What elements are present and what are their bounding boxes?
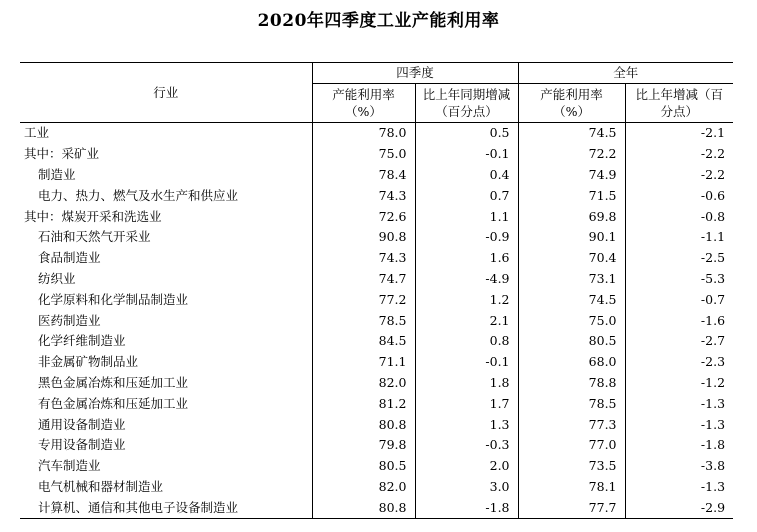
industry-cell: 其中：采矿业 [24, 146, 100, 162]
year-change-cell: -1.3 [625, 393, 733, 414]
q4-rate-cell: 80.5 [312, 456, 415, 477]
page-title: 2020年四季度工业产能利用率 [257, 11, 500, 31]
q4-change-cell: 1.2 [415, 289, 518, 310]
industry-cell: 通用设备制造业 [38, 416, 126, 432]
table-row [20, 248, 733, 269]
year-change-cell: -5.3 [625, 269, 733, 290]
year-rate-cell: 90.1 [518, 227, 625, 248]
header-industry: 行业 [20, 63, 312, 123]
year-change-cell: -1.8 [625, 435, 733, 456]
table-row [20, 373, 733, 394]
table-row [20, 414, 733, 435]
year-change-cell: -3.8 [625, 456, 733, 477]
q4-change-cell: 1.7 [415, 393, 518, 414]
year-rate-cell: 68.0 [518, 352, 625, 373]
table-row [20, 393, 733, 414]
table-row [20, 123, 733, 144]
header-q4-change-text: 比上年同期增减 （百分点） [422, 87, 511, 119]
q4-rate-cell: 75.0 [312, 144, 415, 165]
q4-change-cell: 1.1 [415, 206, 518, 227]
q4-rate-cell: 74.7 [312, 269, 415, 290]
q4-change-cell: -0.1 [415, 352, 518, 373]
year-change-cell: -2.5 [625, 248, 733, 269]
q4-rate-cell: 80.8 [312, 497, 415, 518]
q4-change-cell: 1.3 [415, 414, 518, 435]
year-change-cell: -2.2 [625, 165, 733, 186]
year-rate-cell: 69.8 [518, 206, 625, 227]
year-rate-cell: 70.4 [518, 248, 625, 269]
q4-rate-cell: 82.0 [312, 477, 415, 498]
year-rate-cell: 72.2 [518, 144, 625, 165]
q4-rate-cell: 72.6 [312, 206, 415, 227]
year-rate-cell: 74.5 [518, 123, 625, 144]
year-rate-cell: 74.9 [518, 165, 625, 186]
industry-cell: 医药制造业 [38, 312, 101, 328]
year-rate-cell: 75.0 [518, 310, 625, 331]
capacity-utilization-table [20, 62, 733, 519]
q4-rate-cell: 80.8 [312, 414, 415, 435]
table-row [20, 185, 733, 206]
header-q4-rate-text: 产能利用率 （%） [332, 87, 395, 119]
year-rate-cell: 80.5 [518, 331, 625, 352]
year-change-cell: -1.6 [625, 310, 733, 331]
industry-cell: 非金属矿物制品业 [38, 354, 139, 370]
table-row [20, 227, 733, 248]
q4-rate-cell: 78.5 [312, 310, 415, 331]
industry-cell: 工业 [24, 125, 50, 141]
q4-rate-cell: 81.2 [312, 393, 415, 414]
table-body [20, 123, 733, 519]
year-rate-cell: 77.3 [518, 414, 625, 435]
q4-change-cell: 1.8 [415, 373, 518, 394]
table-row [20, 456, 733, 477]
q4-rate-cell: 78.0 [312, 123, 415, 144]
q4-change-cell: -0.9 [415, 227, 518, 248]
year-change-cell: -2.2 [625, 144, 733, 165]
q4-rate-cell: 74.3 [312, 248, 415, 269]
table-row [20, 206, 733, 227]
year-change-cell: -0.7 [625, 289, 733, 310]
header-full-year: 全年 [518, 63, 733, 84]
year-rate-cell: 78.1 [518, 477, 625, 498]
header-year-rate-text: 产能利用率 （%） [540, 87, 603, 119]
year-rate-cell: 73.1 [518, 269, 625, 290]
table-row [20, 477, 733, 498]
industry-cell: 其中：煤炭开采和洗选业 [24, 208, 162, 224]
year-change-cell: -1.1 [625, 227, 733, 248]
q4-change-cell: 0.4 [415, 165, 518, 186]
year-change-cell: -2.7 [625, 331, 733, 352]
industry-cell: 纺织业 [38, 270, 76, 286]
q4-rate-cell: 79.8 [312, 435, 415, 456]
q4-rate-cell: 82.0 [312, 373, 415, 394]
year-rate-cell: 77.7 [518, 497, 625, 518]
year-change-cell: -2.1 [625, 123, 733, 144]
year-change-cell: -2.3 [625, 352, 733, 373]
q4-change-cell: 1.6 [415, 248, 518, 269]
table-row [20, 331, 733, 352]
year-rate-cell: 71.5 [518, 185, 625, 206]
industry-cell: 计算机、通信和其他电子设备制造业 [20, 497, 312, 518]
q4-rate-cell: 74.3 [312, 185, 415, 206]
table-row [20, 165, 733, 186]
industry-cell: 化学原料和化学制品制造业 [38, 291, 189, 307]
industry-cell: 石油和天然气开采业 [38, 229, 151, 245]
year-rate-cell: 78.5 [518, 393, 625, 414]
year-change-cell: -1.2 [625, 373, 733, 394]
q4-rate-cell: 90.8 [312, 227, 415, 248]
q4-rate-cell: 77.2 [312, 289, 415, 310]
year-change-cell: -1.3 [625, 414, 733, 435]
table-row [20, 310, 733, 331]
year-change-cell: -0.6 [625, 185, 733, 206]
industry-cell: 化学纤维制造业 [38, 333, 126, 349]
industry-cell: 电力、热力、燃气及水生产和供应业 [38, 187, 239, 203]
industry-cell: 制造业 [38, 166, 76, 182]
year-rate-cell: 77.0 [518, 435, 625, 456]
year-rate-cell: 74.5 [518, 289, 625, 310]
q4-change-cell: 0.7 [415, 185, 518, 206]
q4-rate-cell: 84.5 [312, 331, 415, 352]
industry-cell: 有色金属冶炼和压延加工业 [38, 395, 189, 411]
table-row [20, 269, 733, 290]
q4-change-cell: 0.5 [415, 123, 518, 144]
year-change-cell: -1.3 [625, 477, 733, 498]
table-header [20, 63, 733, 123]
table-row [20, 289, 733, 310]
industry-cell: 食品制造业 [38, 250, 101, 266]
industry-cell: 黑色金属冶炼和压延加工业 [38, 374, 189, 390]
industry-cell: 电气机械和器材制造业 [38, 478, 164, 494]
year-rate-cell: 78.8 [518, 373, 625, 394]
year-rate-cell: 73.5 [518, 456, 625, 477]
q4-rate-cell: 71.1 [312, 352, 415, 373]
q4-change-cell: 0.8 [415, 331, 518, 352]
header-q4-change [415, 84, 518, 123]
header-q4-rate [312, 84, 415, 123]
table-row [20, 497, 733, 518]
q4-change-cell: -4.9 [415, 269, 518, 290]
q4-change-cell: 3.0 [415, 477, 518, 498]
table-row [20, 435, 733, 456]
header-year-change-text: 比上年增减（百 分点） [635, 87, 724, 119]
q4-rate-cell: 78.4 [312, 165, 415, 186]
year-change-cell: -2.9 [625, 497, 733, 518]
year-change-cell: -0.8 [625, 206, 733, 227]
q4-change-cell: -0.3 [415, 435, 518, 456]
header-q4: 四季度 [312, 63, 518, 84]
industry-cell: 专用设备制造业 [38, 437, 126, 453]
header-year-rate [518, 84, 625, 123]
table-row [20, 352, 733, 373]
table-row [20, 144, 733, 165]
q4-change-cell: -0.1 [415, 144, 518, 165]
q4-change-cell: 2.1 [415, 310, 518, 331]
header-year-change [625, 84, 733, 123]
industry-cell: 汽车制造业 [38, 458, 101, 474]
q4-change-cell: 2.0 [415, 456, 518, 477]
q4-change-cell: -1.8 [415, 497, 518, 518]
